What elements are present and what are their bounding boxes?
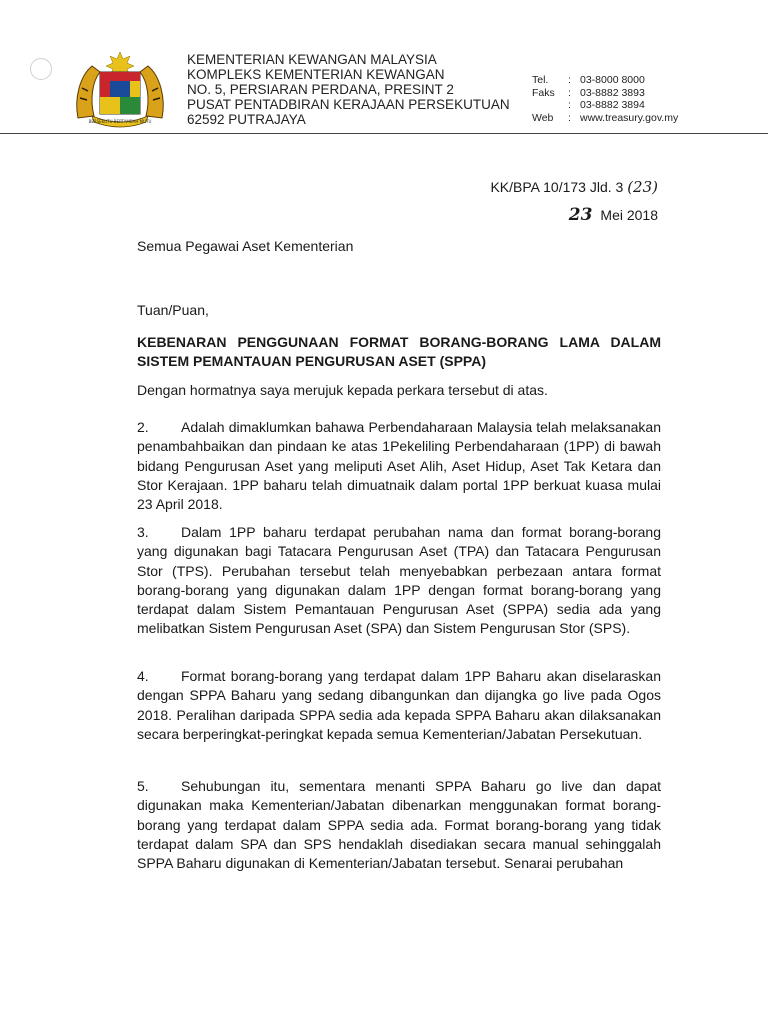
greeting: Tuan/Puan, (137, 302, 209, 318)
paragraph-number: 4. (137, 668, 149, 684)
tel-value: 03-8000 8000 (580, 74, 645, 86)
handwritten-reference: (23) (627, 178, 658, 196)
contact-row-web: Web : www.treasury.gov.my (532, 111, 679, 124)
recipient: Semua Pegawai Aset Kementerian (137, 238, 354, 254)
paragraph-number: 3. (137, 524, 149, 540)
paragraph-3 (137, 523, 661, 639)
address-line: 62592 PUTRAJAYA (187, 112, 306, 127)
paragraph-number: 5. (137, 778, 149, 794)
coat-of-arms-icon (70, 48, 170, 128)
paragraph-2 (137, 418, 661, 514)
subject-heading: KEBENARAN PENGGUNAAN FORMAT BORANG-BORANG LAMA DALAM SISTEM PEMANTAUAN PENGURUSAN ASET (SPPA) (137, 334, 661, 370)
paragraph-4 (137, 667, 661, 744)
paragraph-number: 2. (137, 419, 149, 435)
contact-row-fax: Faks : 03-8882 3893 (532, 86, 645, 99)
address-line: KOMPLEKS KEMENTERIAN KEWANGAN (187, 67, 445, 82)
svg-text:BERSEKUTU BERTAMBAH MUTU: BERSEKUTU BERTAMBAH MUTU (88, 119, 152, 124)
month-year: Mei 2018 (600, 207, 658, 223)
contact-block (532, 74, 678, 124)
reference-code: KK/BPA 10/173 Jld. 3 (490, 179, 624, 195)
fax-value: 03-8882 3893 (580, 86, 645, 99)
address-line: NO. 5, PERSIARAN PERDANA, PRESINT 2 (187, 82, 454, 97)
paragraph-text: Dalam 1PP baharu terdapat perubahan nama dan format borang-borang yang digunakan bagi Tatacara Pengurusan Aset (TPA) dan Tatacara Pengurusan Stor (TPS). Perubahan tersebut telah menyebabkan perbezaan antara format borang-borang yang digunakan dalam 1PP dengan format borang-borang yang terdapat dalam Sistem Pemantauan Pengurusan Aset (SPPA) sedia ada yang melibatkan Sistem Pengurusan Aset (SPA) dan Sistem Pengurusan Stor (SPS). (137, 524, 661, 637)
fax2-value: 03-8882 3894 (580, 99, 645, 111)
contact-row-tel: Tel. : 03-8000 8000 (532, 74, 645, 86)
reference-number (490, 178, 658, 196)
header-divider (0, 133, 768, 134)
paragraph-5 (137, 777, 661, 872)
punch-hole-mark (30, 58, 52, 80)
contact-row-fax2: : 03-8882 3894 (568, 99, 645, 111)
paragraph-text: Sehubungan itu, sementara menanti SPPA Baharu go live dan dapat digunakan maka Kementerian/Jabatan dibenarkan menggunakan format borang-borang yang terdapat dalam SPPA sedia ada. Format borang-borang yang tidak terdapat dalam SPA dan SPS hendaklah disediakan secara manual sehinggalah SPPA Baharu digunakan di Kementerian/Jabatan tersebut. Senarai perubahan (137, 778, 661, 872)
ministry-name: KEMENTERIAN KEWANGAN MALAYSIA (187, 52, 437, 67)
letter-date (569, 205, 658, 225)
address-line: PUSAT PENTADBIRAN KERAJAAN PERSEKUTUAN (187, 97, 510, 112)
ministry-letterhead (187, 52, 510, 127)
opening-line: Dengan hormatnya saya merujuk kepada perkara tersebut di atas. (137, 382, 548, 398)
handwritten-day: 23 (568, 205, 593, 225)
paragraph-text: Format borang-borang yang terdapat dalam 1PP Baharu akan diselaraskan dengan SPPA Baharu yang sedang dibangunkan dan dijangka go live pada Ogos 2018. Peralihan daripada SPPA sedia ada kepada SPPA Baharu akan dilaksanakan secara berperingkat-peringkat kepada semua Kementerian/Jabatan Persekutuan. (137, 668, 661, 742)
paragraph-text: Adalah dimaklumkan bahawa Perbendaharaan Malaysia telah melaksanakan penambahbaikan dan pindaan ke atas 1Pekeliling Perbendaharaan (1PP) di bawah bidang Pengurusan Aset yang meliputi Aset Alih, Aset Hidup, Aset Tak Ketara dan Stor Kerajaan. 1PP baharu telah dimuatnaik dalam portal 1PP berkuat kuasa mulai 23 April 2018. (137, 419, 661, 513)
web-value[interactable]: www.treasury.gov.my (580, 111, 679, 124)
